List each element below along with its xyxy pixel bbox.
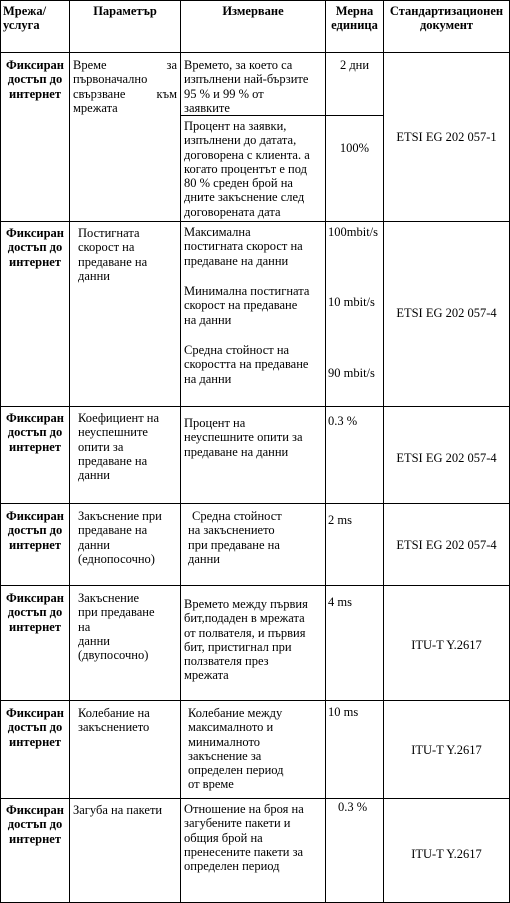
row7-standard: ITU-T Y.2617 xyxy=(411,847,482,861)
row3-standard: ETSI EG 202 057-4 xyxy=(396,451,497,465)
row5-unit: 4 ms xyxy=(328,595,352,609)
row7-network: Фиксиран достъп до интернет xyxy=(6,803,64,846)
row2-measurement-1: Максимална постигната скорост на предаване на данни xyxy=(184,225,303,268)
header-measurement: Измерване xyxy=(222,4,284,18)
row5-measurement: Времето между първия бит,подаден в мрежата от полвателя, и първия бит, пристигнал при ползвателя през мрежата xyxy=(184,597,308,683)
row2-parameter: Постигната скорост на предаване на данни xyxy=(78,226,148,283)
row1-network: Фиксиран достъп до интернет xyxy=(6,58,64,101)
row6-standard: ITU-T Y.2617 xyxy=(411,743,482,757)
row1-parameter: Време за първоначално свързване към мрежата xyxy=(73,58,177,115)
row7-parameter: Загуба на пакети xyxy=(73,803,163,817)
row2-unit-1: 100mbit/s xyxy=(328,225,379,239)
row6-network: Фиксиран достъп до интернет xyxy=(6,706,64,749)
row3-unit: 0.3 % xyxy=(328,414,358,428)
row6-parameter: Колебание на закъснението xyxy=(78,706,150,735)
row3-parameter: Коефициент на неуспешните опити за предаване на данни xyxy=(78,411,160,483)
row4-standard: ETSI EG 202 057-4 xyxy=(396,538,497,552)
row1-measurement-1: Времето, за което са изпълнени най-бързите 95 % и 99 % от заявките xyxy=(184,58,309,115)
row2-measurement-2: Минимална постигната скорост на предаване на данни xyxy=(184,284,310,327)
row6-unit: 10 ms xyxy=(328,705,359,719)
row1-standard: ETSI EG 202 057-1 xyxy=(396,130,497,144)
row4-parameter: Закъснение при предаване на данни (еднопосочно) xyxy=(78,509,162,566)
header-unit: Мерна единица xyxy=(331,4,378,33)
row2-measurement-3: Средна стойност на скоростта на предаване на данни xyxy=(184,343,309,386)
row1-measurement-2: Процент на заявки, изпълнени до датата, договорена с клиента. а когато процентът е под 80 % среден брой на дните закъснение след договорената дата xyxy=(184,119,310,219)
row7-measurement: Отношение на броя на загубените пакети и общия брой на пренесените пакети за определен период xyxy=(184,802,304,874)
row1-unit-2: 100% xyxy=(339,141,370,155)
row2-unit-3: 90 mbit/s xyxy=(328,366,375,380)
row3-measurement: Процент на неуспешните опити за предаване на данни xyxy=(184,416,303,459)
header-parameter: Параметър xyxy=(93,4,157,18)
row5-parameter: Закъснение при предаване на данни (двупосочно) xyxy=(78,591,155,663)
row4-network: Фиксиран достъп до интернет xyxy=(6,509,64,552)
row5-network: Фиксиран достъп до интернет xyxy=(6,591,64,634)
row1-unit-1: 2 дни xyxy=(339,58,370,72)
row4-unit: 2 ms xyxy=(328,513,352,527)
row5-standard: ITU-T Y.2617 xyxy=(411,638,482,652)
row2-network: Фиксиран достъп до интернет xyxy=(6,226,64,269)
row2-unit-2: 10 mbit/s xyxy=(328,295,375,309)
row6-measurement: Колебание между максималното и минималното закъснение за определен период от време xyxy=(188,706,284,792)
row2-standard: ETSI EG 202 057-4 xyxy=(396,306,497,320)
row7-unit: 0.3 % xyxy=(338,800,368,814)
row3-network: Фиксиран достъп до интернет xyxy=(6,411,64,454)
row4-measurement: Средна стойност на закъснението при предаване на данни xyxy=(188,509,282,566)
header-standard: Стандартизационен документ xyxy=(389,4,504,33)
header-network: Мрежа/ услуга xyxy=(3,4,47,33)
